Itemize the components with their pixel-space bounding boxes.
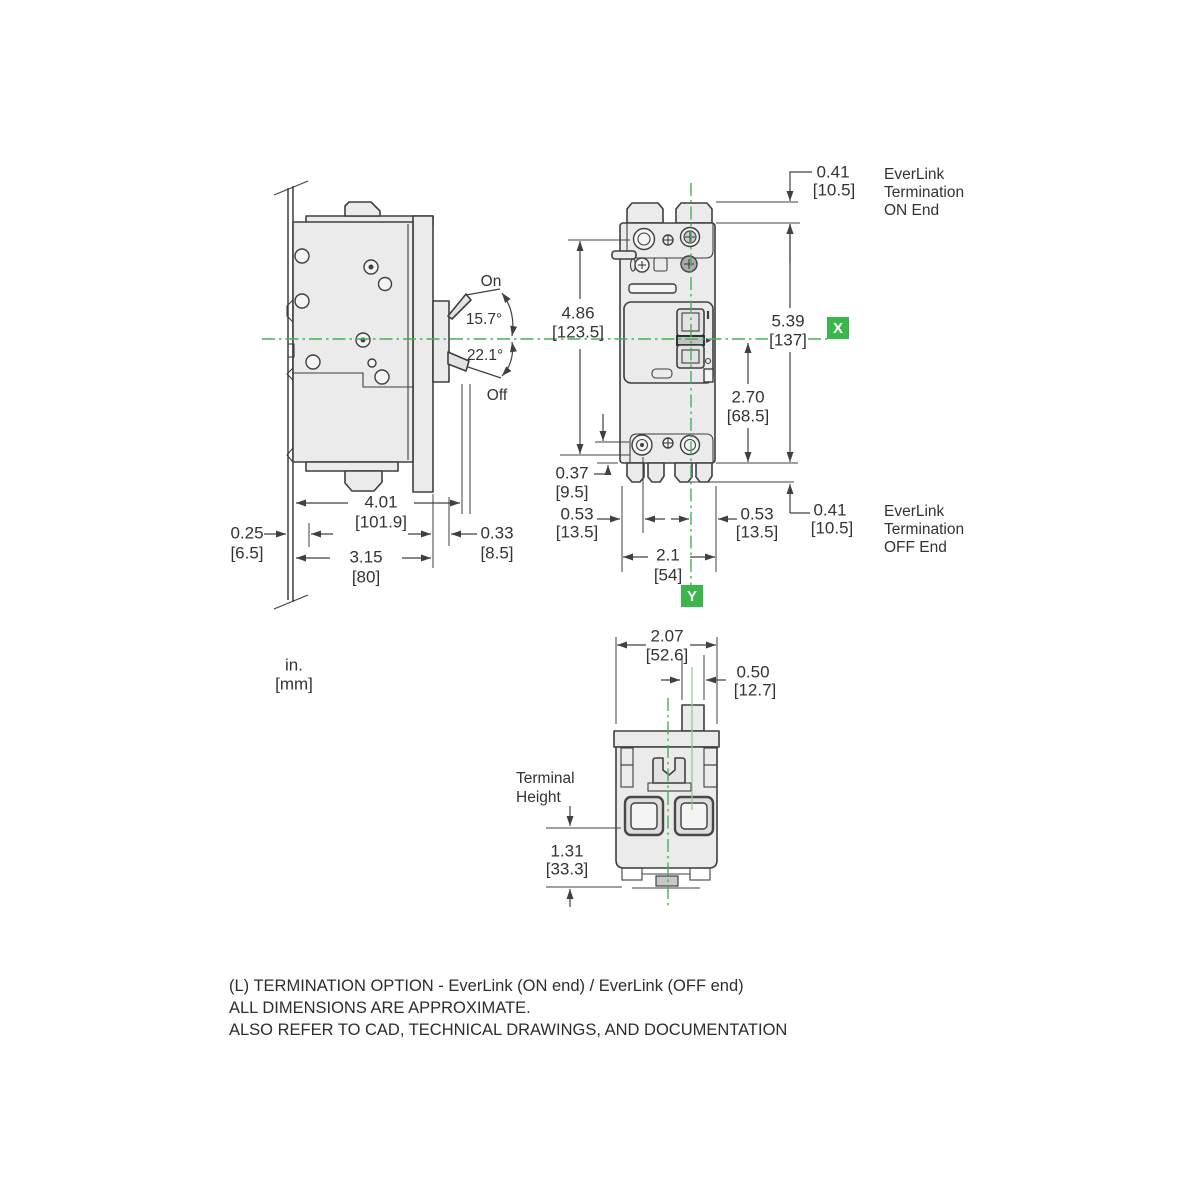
dim-value-mm: [13.5] [555, 522, 599, 542]
dim-value-mm: [33.3] [545, 859, 589, 879]
top-terminal-tab-right [676, 203, 712, 223]
top-mounting-tab [345, 202, 380, 216]
dim-value-mm: [13.5] [735, 522, 779, 542]
y-axis-label: Y [686, 587, 698, 605]
off-angle-label: 22.1° [466, 347, 504, 365]
dim-value: 2.70 [731, 387, 765, 407]
everlink-off-label [884, 503, 964, 556]
dim-value: 1.31 [550, 841, 584, 861]
x-axis-label: X [832, 319, 844, 337]
mounting-foot [690, 868, 710, 880]
dim-front-protrusion [408, 523, 514, 562]
dim-terminal-height [546, 806, 589, 907]
dim-value-mm: [8.5] [480, 543, 514, 563]
mounting-foot [622, 868, 642, 880]
dim-depth-behind-panel [296, 547, 431, 586]
svg-text:Termination: Termination [884, 521, 965, 539]
top-terminal-tab-left [627, 203, 663, 223]
din-foot [656, 876, 678, 886]
side-view [274, 181, 471, 609]
dim-value: 0.41 [813, 500, 847, 520]
note-refer-cad: ALSO REFER TO CAD, TECHNICAL DRAWINGS, AND DOCUMENTATION [229, 1021, 788, 1039]
svg-text:Height: Height [516, 789, 561, 807]
svg-text:ON End: ON End [884, 202, 940, 220]
breaker-body-side [293, 222, 413, 462]
label-slot [629, 284, 676, 293]
dim-value-mm: [12.7] [733, 680, 777, 700]
dim-value-mm: [68.5] [726, 406, 770, 426]
dim-mounting-height [552, 241, 604, 454]
dim-value: 0.50 [736, 662, 770, 682]
bottom-tab [648, 463, 664, 482]
handle-off-label: Off [486, 387, 508, 405]
panel-break-mark-bottom [274, 595, 308, 609]
bottom-view-cap [614, 731, 719, 747]
bottom-tab [696, 463, 712, 482]
on-angle-arc [502, 293, 513, 336]
bottom-view [614, 705, 719, 888]
terminal-screw [681, 436, 700, 455]
toggle-handle-grip [677, 336, 704, 345]
dim-value: 5.39 [771, 311, 805, 331]
dim-value-mm: [10.5] [812, 180, 856, 200]
note-dimensions-approximate: ALL DIMENSIONS ARE APPROXIMATE. [229, 999, 531, 1017]
corner-notch [704, 369, 713, 382]
dim-value: 0.41 [816, 162, 850, 182]
dim-value-mm: [52.6] [645, 645, 689, 665]
dim-value: 0.53 [740, 504, 774, 524]
handle-escutcheon-side [433, 301, 449, 382]
everlink-on-label [884, 166, 964, 219]
off-angle-arc [502, 342, 513, 376]
dim-value-mm: [54] [653, 565, 683, 585]
dim-right-terminal-offset [671, 504, 778, 541]
units-mm-label: [mm] [275, 674, 313, 694]
dim-bottom-depth [617, 626, 716, 664]
dim-termination-off [790, 484, 853, 537]
front-view [612, 203, 715, 482]
terminal-screw [634, 229, 655, 250]
dim-center-to-off-end [727, 343, 770, 462]
front-view-annotations [552, 162, 964, 584]
dim-value: 0.53 [560, 504, 594, 524]
svg-text:Termination: Termination [884, 184, 965, 202]
dim-value-mm: [101.9] [355, 512, 407, 532]
dim-value-mm: [80] [351, 567, 381, 587]
dim-value: 0.37 [555, 463, 589, 483]
dim-terminal-screw-inset [555, 414, 608, 501]
units-inch-label: in. [285, 655, 303, 675]
dim-value: 4.01 [364, 492, 398, 512]
dim-value-mm: [10.5] [810, 518, 854, 538]
bottom-mounting-tab [345, 471, 382, 491]
dim-value: 2.1 [656, 545, 680, 565]
dim-handle-escutcheon-width [661, 662, 776, 699]
dim-termination-on [790, 162, 855, 263]
handle-escutcheon-bottom [682, 705, 704, 731]
footnotes [229, 977, 787, 1039]
dim-value-mm: [123.5] [552, 322, 604, 342]
dim-value: 4.86 [561, 303, 595, 323]
front-cover [413, 216, 433, 492]
dim-value-mm: [9.5] [555, 482, 589, 502]
dim-left-terminal-offset [556, 504, 665, 541]
dim-value: 0.33 [480, 523, 514, 543]
terminal-height-label [516, 770, 575, 806]
dim-value-mm: [6.5] [230, 543, 264, 563]
svg-text:OFF End: OFF End [884, 539, 947, 557]
svg-text:EverLink: EverLink [884, 166, 945, 184]
note-termination-option: (L) TERMINATION OPTION - EverLink (ON end) / EverLink (OFF end) [229, 977, 744, 995]
svg-text:Terminal: Terminal [516, 770, 575, 788]
dim-value-mm: [137] [769, 330, 807, 350]
bottom-lip [306, 462, 398, 471]
dim-overall-width [623, 545, 715, 584]
dim-value: 0.25 [230, 523, 264, 543]
handle-on-label: On [480, 273, 502, 291]
bottom-tab [675, 463, 692, 482]
dim-value: 3.15 [349, 547, 383, 567]
dim-panel-clearance [230, 523, 333, 562]
on-angle-label: 15.7° [465, 311, 503, 329]
trip-latch [612, 251, 636, 259]
dim-overall-height [769, 224, 807, 462]
dim-side-overall-depth [296, 492, 460, 531]
bottom-tab [627, 463, 644, 482]
panel-break-mark-top [274, 181, 308, 195]
svg-text:EverLink: EverLink [884, 503, 945, 521]
dim-value: 2.07 [650, 626, 684, 646]
